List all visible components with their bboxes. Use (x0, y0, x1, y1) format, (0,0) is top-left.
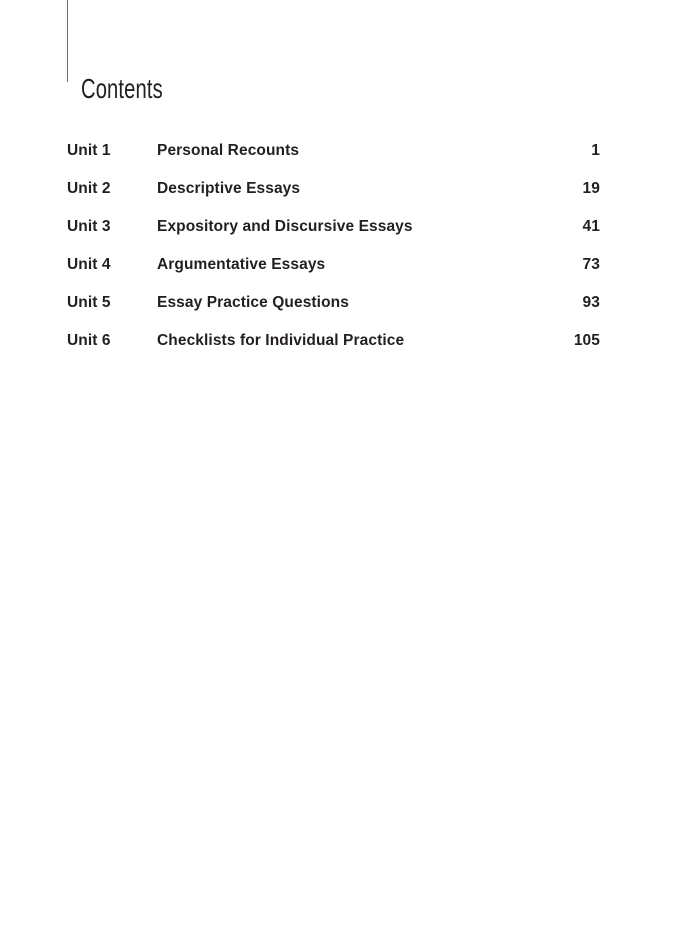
toc-unit-label: Unit 2 (67, 180, 111, 197)
page-title: Contents (81, 72, 163, 104)
toc-page-number: 93 (582, 294, 600, 311)
toc-row (67, 208, 600, 246)
header-vertical-rule (67, 0, 68, 82)
toc-unit-label: Unit 4 (67, 256, 111, 273)
toc-row (67, 284, 600, 322)
toc-page-number: 105 (573, 332, 600, 349)
toc-row (67, 322, 600, 360)
toc-title: Essay Practice Questions (157, 294, 349, 311)
toc-page-number: 41 (582, 218, 600, 235)
toc-title: Expository and Discursive Essays (157, 218, 413, 235)
toc-row (67, 170, 600, 208)
toc-page-number: 19 (582, 180, 600, 197)
toc-unit-label: Unit 5 (67, 294, 111, 311)
toc-unit-label: Unit 1 (67, 142, 111, 159)
toc-unit-label: Unit 6 (67, 332, 111, 349)
toc-title: Personal Recounts (157, 142, 300, 159)
toc-row (67, 132, 600, 170)
toc-row (67, 246, 600, 284)
toc-unit-label: Unit 3 (67, 218, 111, 235)
toc-title: Checklists for Individual Practice (157, 332, 405, 349)
toc-page-number: 73 (582, 256, 600, 273)
table-of-contents (67, 132, 600, 360)
toc-title: Descriptive Essays (157, 180, 301, 197)
toc-page-number: 1 (591, 142, 600, 159)
toc-title: Argumentative Essays (157, 256, 326, 273)
